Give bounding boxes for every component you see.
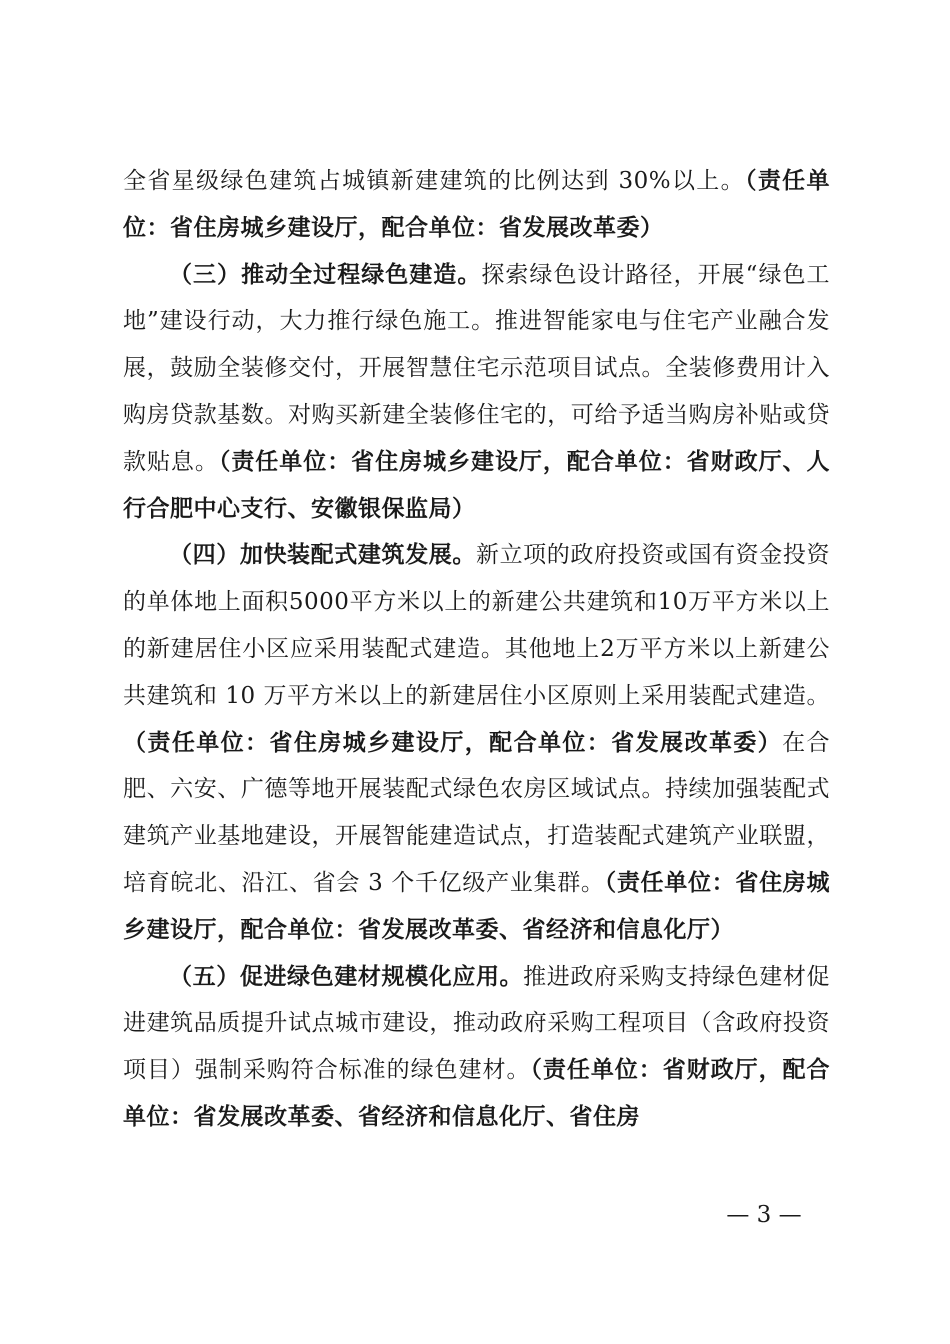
responsibility-note: （责任单位：省住房城乡建设厅，配合单位：省发展改革委）: [123, 728, 783, 756]
paragraph-text: 推进政府采购支持绿色建材促进建筑品质提升试点城市建设，推动政府采购工程项目（含政府投资项目）强制采购符合标准的绿色建材。: [123, 963, 831, 1084]
section-heading: （五）促进绿色建材规模化应用。: [169, 962, 524, 990]
responsibility-note-2: （责任单位：省住房城乡建设厅，配合单位：省发展改革委、省经济和信息化厅）: [123, 868, 830, 943]
page-number: — 3 —: [726, 1202, 802, 1228]
paragraph-text: 全省星级绿色建筑占城镇新建建筑的比例达到 30%以上。: [123, 168, 745, 194]
responsibility-note: （责任单位：省财政厅，配合单位：省发展改革委、省经济和信息化厅、省住房: [123, 1056, 831, 1130]
section-heading: （四）加快装配式建筑发展。: [169, 541, 476, 569]
document-body: [123, 158, 830, 1141]
paragraph-section-3: [123, 252, 830, 533]
paragraph-section-4: [123, 532, 830, 953]
paragraph-text: 探索绿色设计路径，开展“绿色工地”建设行动，大力推行绿色施工。推进智能家电与住宅产业融合发展，鼓励全装修交付，开展智慧住宅示范项目试点。全装修费用计入购房贷款基数。对购买新建全装修住宅的，可给予适当购房补贴或贷款贴息。: [123, 261, 830, 475]
paragraph-text-continued: 在合肥、六安、广德等地开展装配式绿色农房区域试点。持续加强装配式建筑产业基地建设，开展智能建造试点，打造装配式建筑产业联盟，培育皖北、沿江、省会 3 个千亿级产业集群。: [123, 729, 831, 896]
responsibility-note: （责任单位：省住房城乡建设厅，配合单位：省财政厅、人行合肥中心支行、安徽银保监局）: [123, 447, 831, 522]
paragraph-section-5: [123, 954, 830, 1141]
paragraph-text: 新立项的政府投资或国有资金投资的单体地上面积5000平方米以上的新建公共建筑和10万平方米以上的新建居住小区应采用装配式建造。其他地上2万平方米以上新建公共建筑和 10 万平方米以上的新建居住小区原则上采用装配式建造。: [123, 542, 831, 709]
responsibility-note: （责任单位：省住房城乡建设厅，配合单位：省发展改革委）: [123, 167, 831, 241]
paragraph-continuation: [123, 158, 830, 252]
section-heading: （三）推动全过程绿色建造。: [169, 260, 482, 288]
